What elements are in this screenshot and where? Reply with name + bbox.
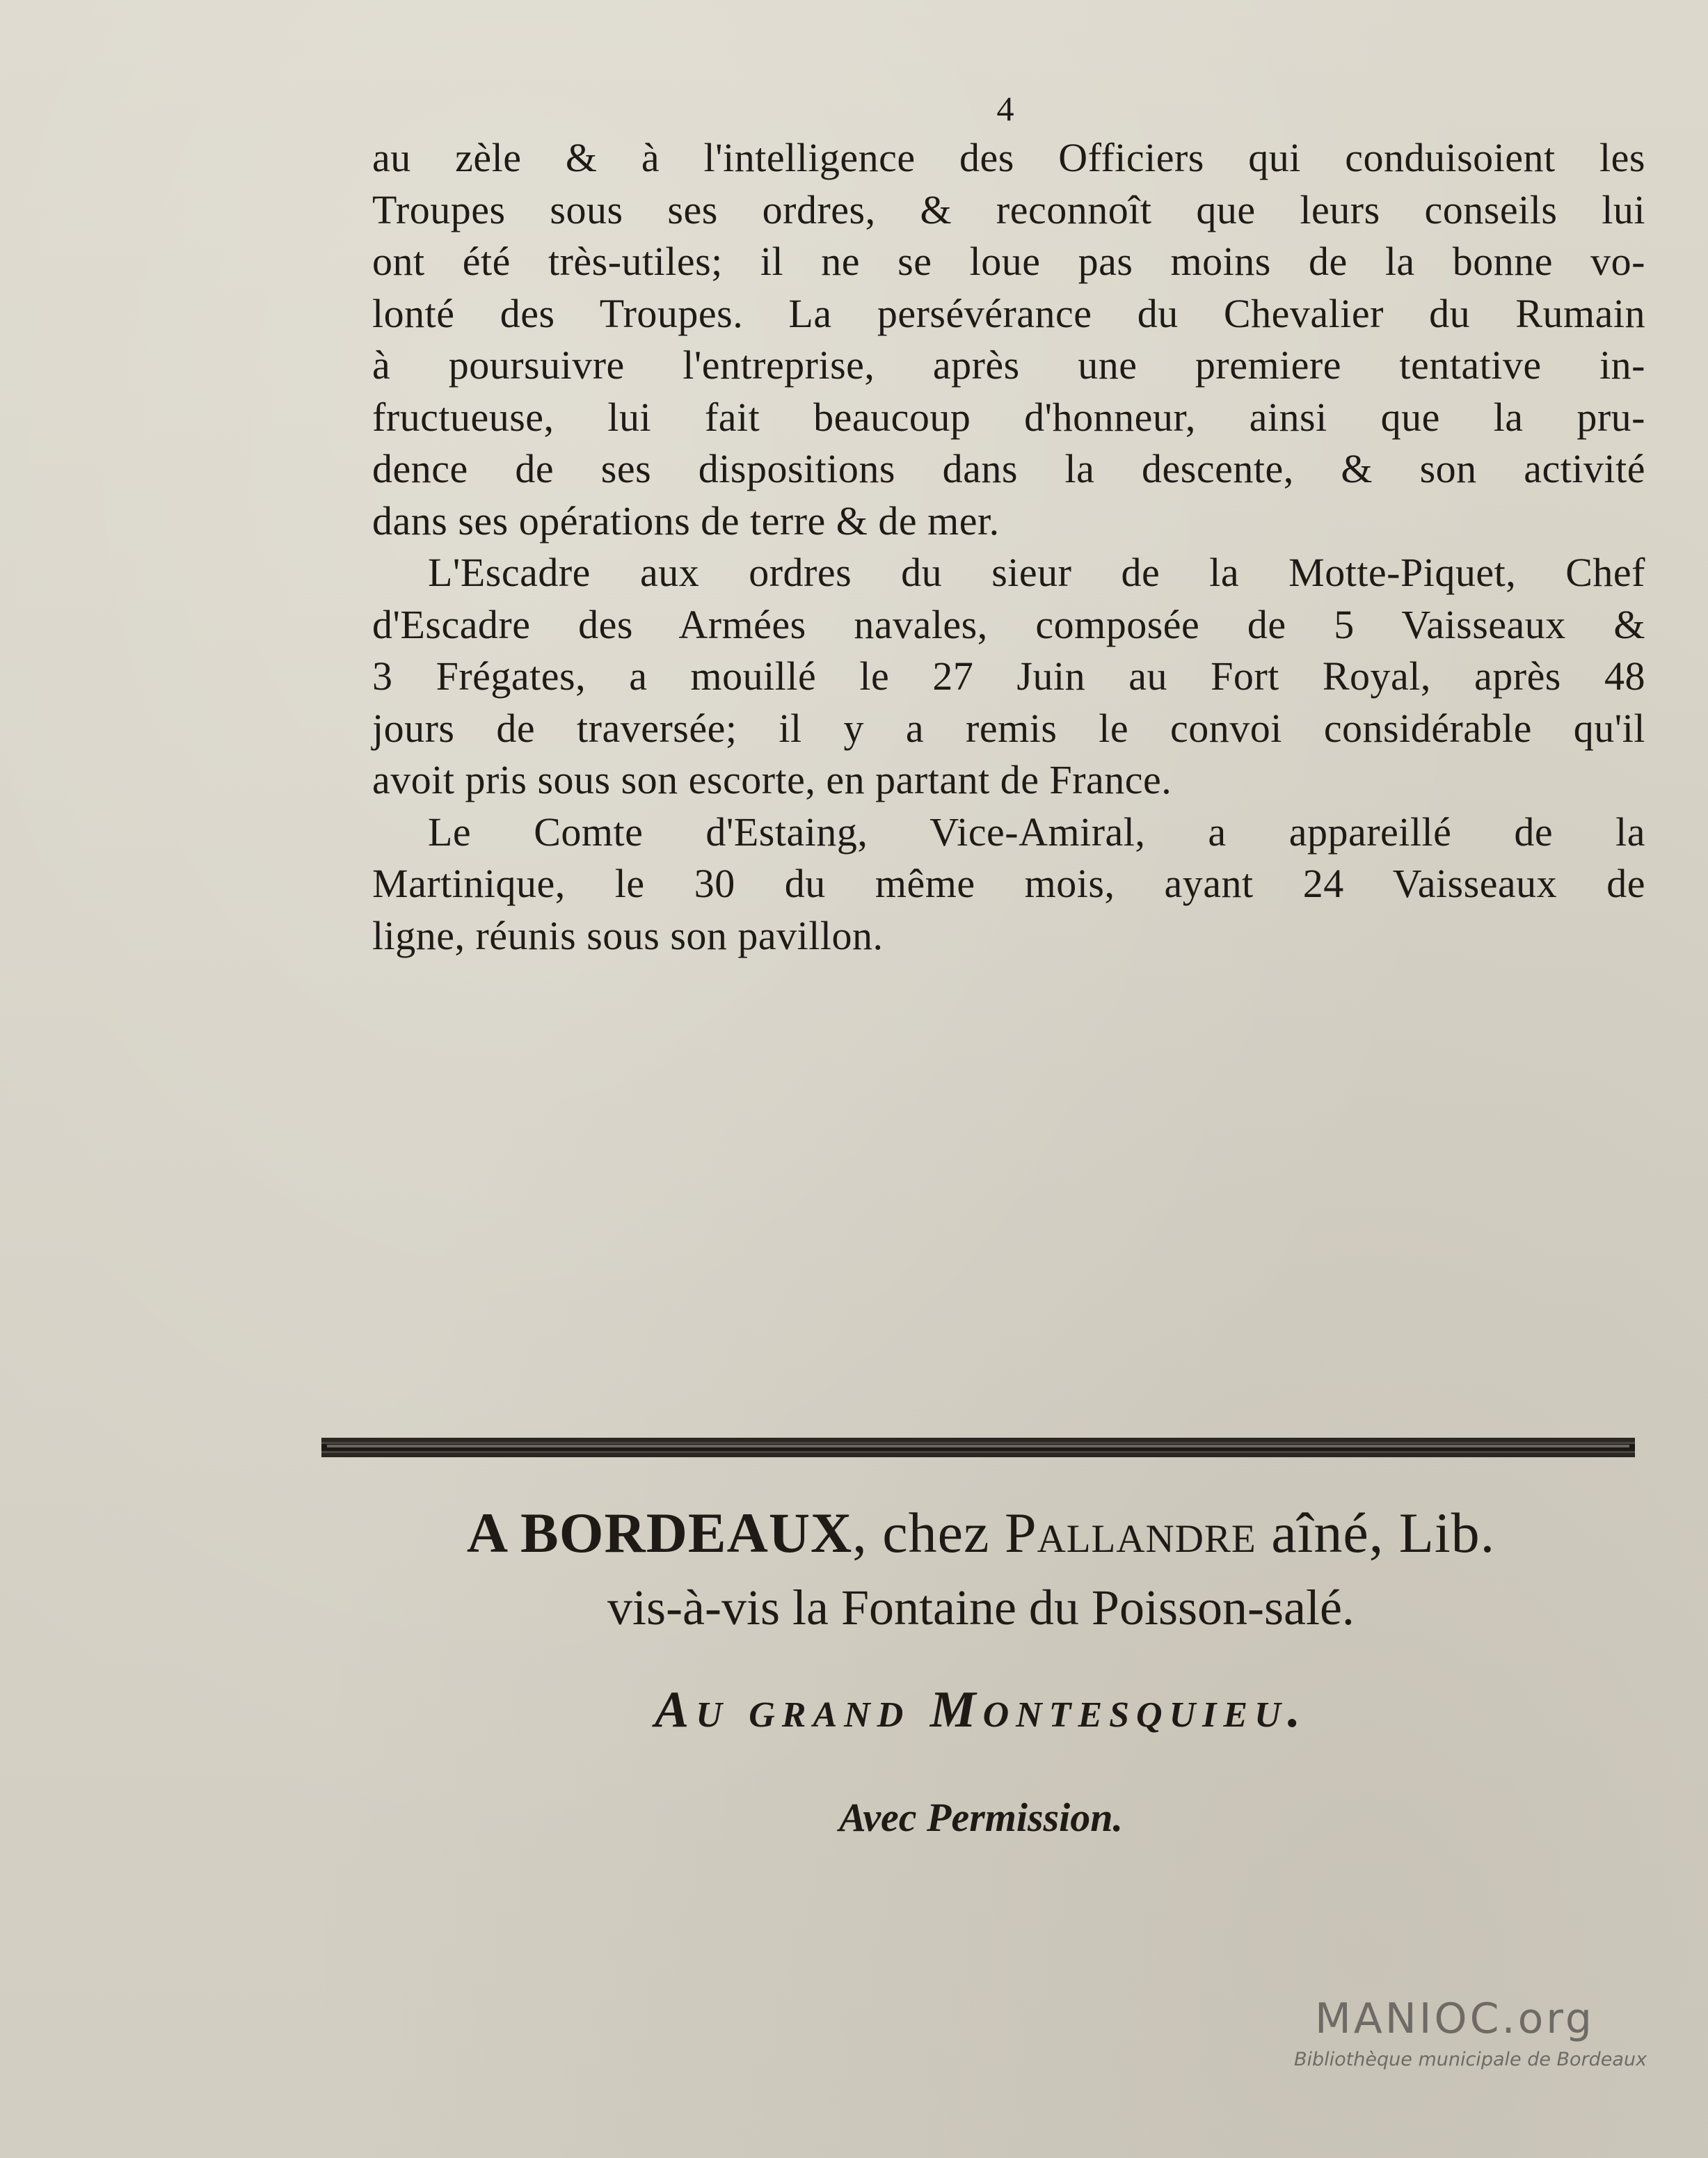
body-line: Martinique, le 30 du même mois, ayant 24 Vaisseaux de — [372, 861, 1645, 906]
body-line: ligne, réunis sous son pavillon. — [372, 912, 884, 958]
page-number: 4 — [996, 89, 1014, 128]
body-text — [372, 132, 1645, 962]
body-line: dans ses opérations de terre & de mer. — [372, 498, 1000, 544]
body-line: L'Escadre aux ordres du sieur de la Motte-Piquet, Chef — [428, 550, 1645, 595]
double-rule-divider — [321, 1438, 1635, 1457]
body-line: fructueuse, lui fait beaucoup d'honneur, ainsi que la pru- — [372, 394, 1645, 440]
manioc-watermark — [1294, 1996, 1670, 2072]
body-line: dence de ses dispositions dans la descente, & son activité — [372, 446, 1645, 491]
body-line: ont été très-utiles; il ne se loue pas moins de la bonne vo- — [372, 239, 1645, 284]
imprint-printer: Pallandre — [1004, 1501, 1256, 1564]
imprint-rest: aîné, Lib. — [1256, 1501, 1496, 1564]
imprint-chez: , chez — [852, 1501, 1005, 1564]
body-line: avoit pris sous son escorte, en partant de France. — [372, 757, 1172, 802]
imprint-line-permission: Avec Permission. — [838, 1795, 1124, 1840]
rule-highlight — [327, 1445, 1629, 1447]
imprint-line-publisher — [320, 1502, 1642, 1564]
body-line: Troupes sous ses ordres, & reconnoît que leurs conseils lui — [372, 187, 1645, 232]
body-line: à poursuivre l'entreprise, après une premiere tentative in- — [372, 342, 1645, 388]
imprint-city: A BORDEAUX — [466, 1501, 853, 1564]
body-line: jours de traversée; il y a remis le convoi considérable qu'il — [372, 705, 1645, 751]
body-line: Le Comte d'Estaing, Vice-Amiral, a appareillé de la — [428, 809, 1645, 855]
watermark-subtitle: Bibliothèque municipale de Bordeaux — [1294, 2049, 1647, 2070]
imprint-line-shop: Au grand Montesquieu. — [654, 1681, 1308, 1738]
imprint-line-address: vis-à-vis la Fontaine du Poisson-salé. — [607, 1580, 1355, 1635]
body-line: d'Escadre des Armées navales, composée de 5 Vaisseaux & — [372, 601, 1645, 647]
body-line: 3 Frégates, a mouillé le 27 Juin au Fort Royal, après 48 — [372, 653, 1645, 699]
body-line: au zèle & à l'intelligence des Officiers qui conduisoient les — [372, 135, 1645, 180]
body-line: lonté des Troupes. La persévérance du Chevalier du Rumain — [372, 290, 1645, 336]
watermark-logo: MANIOC.org — [1315, 1994, 1595, 2043]
